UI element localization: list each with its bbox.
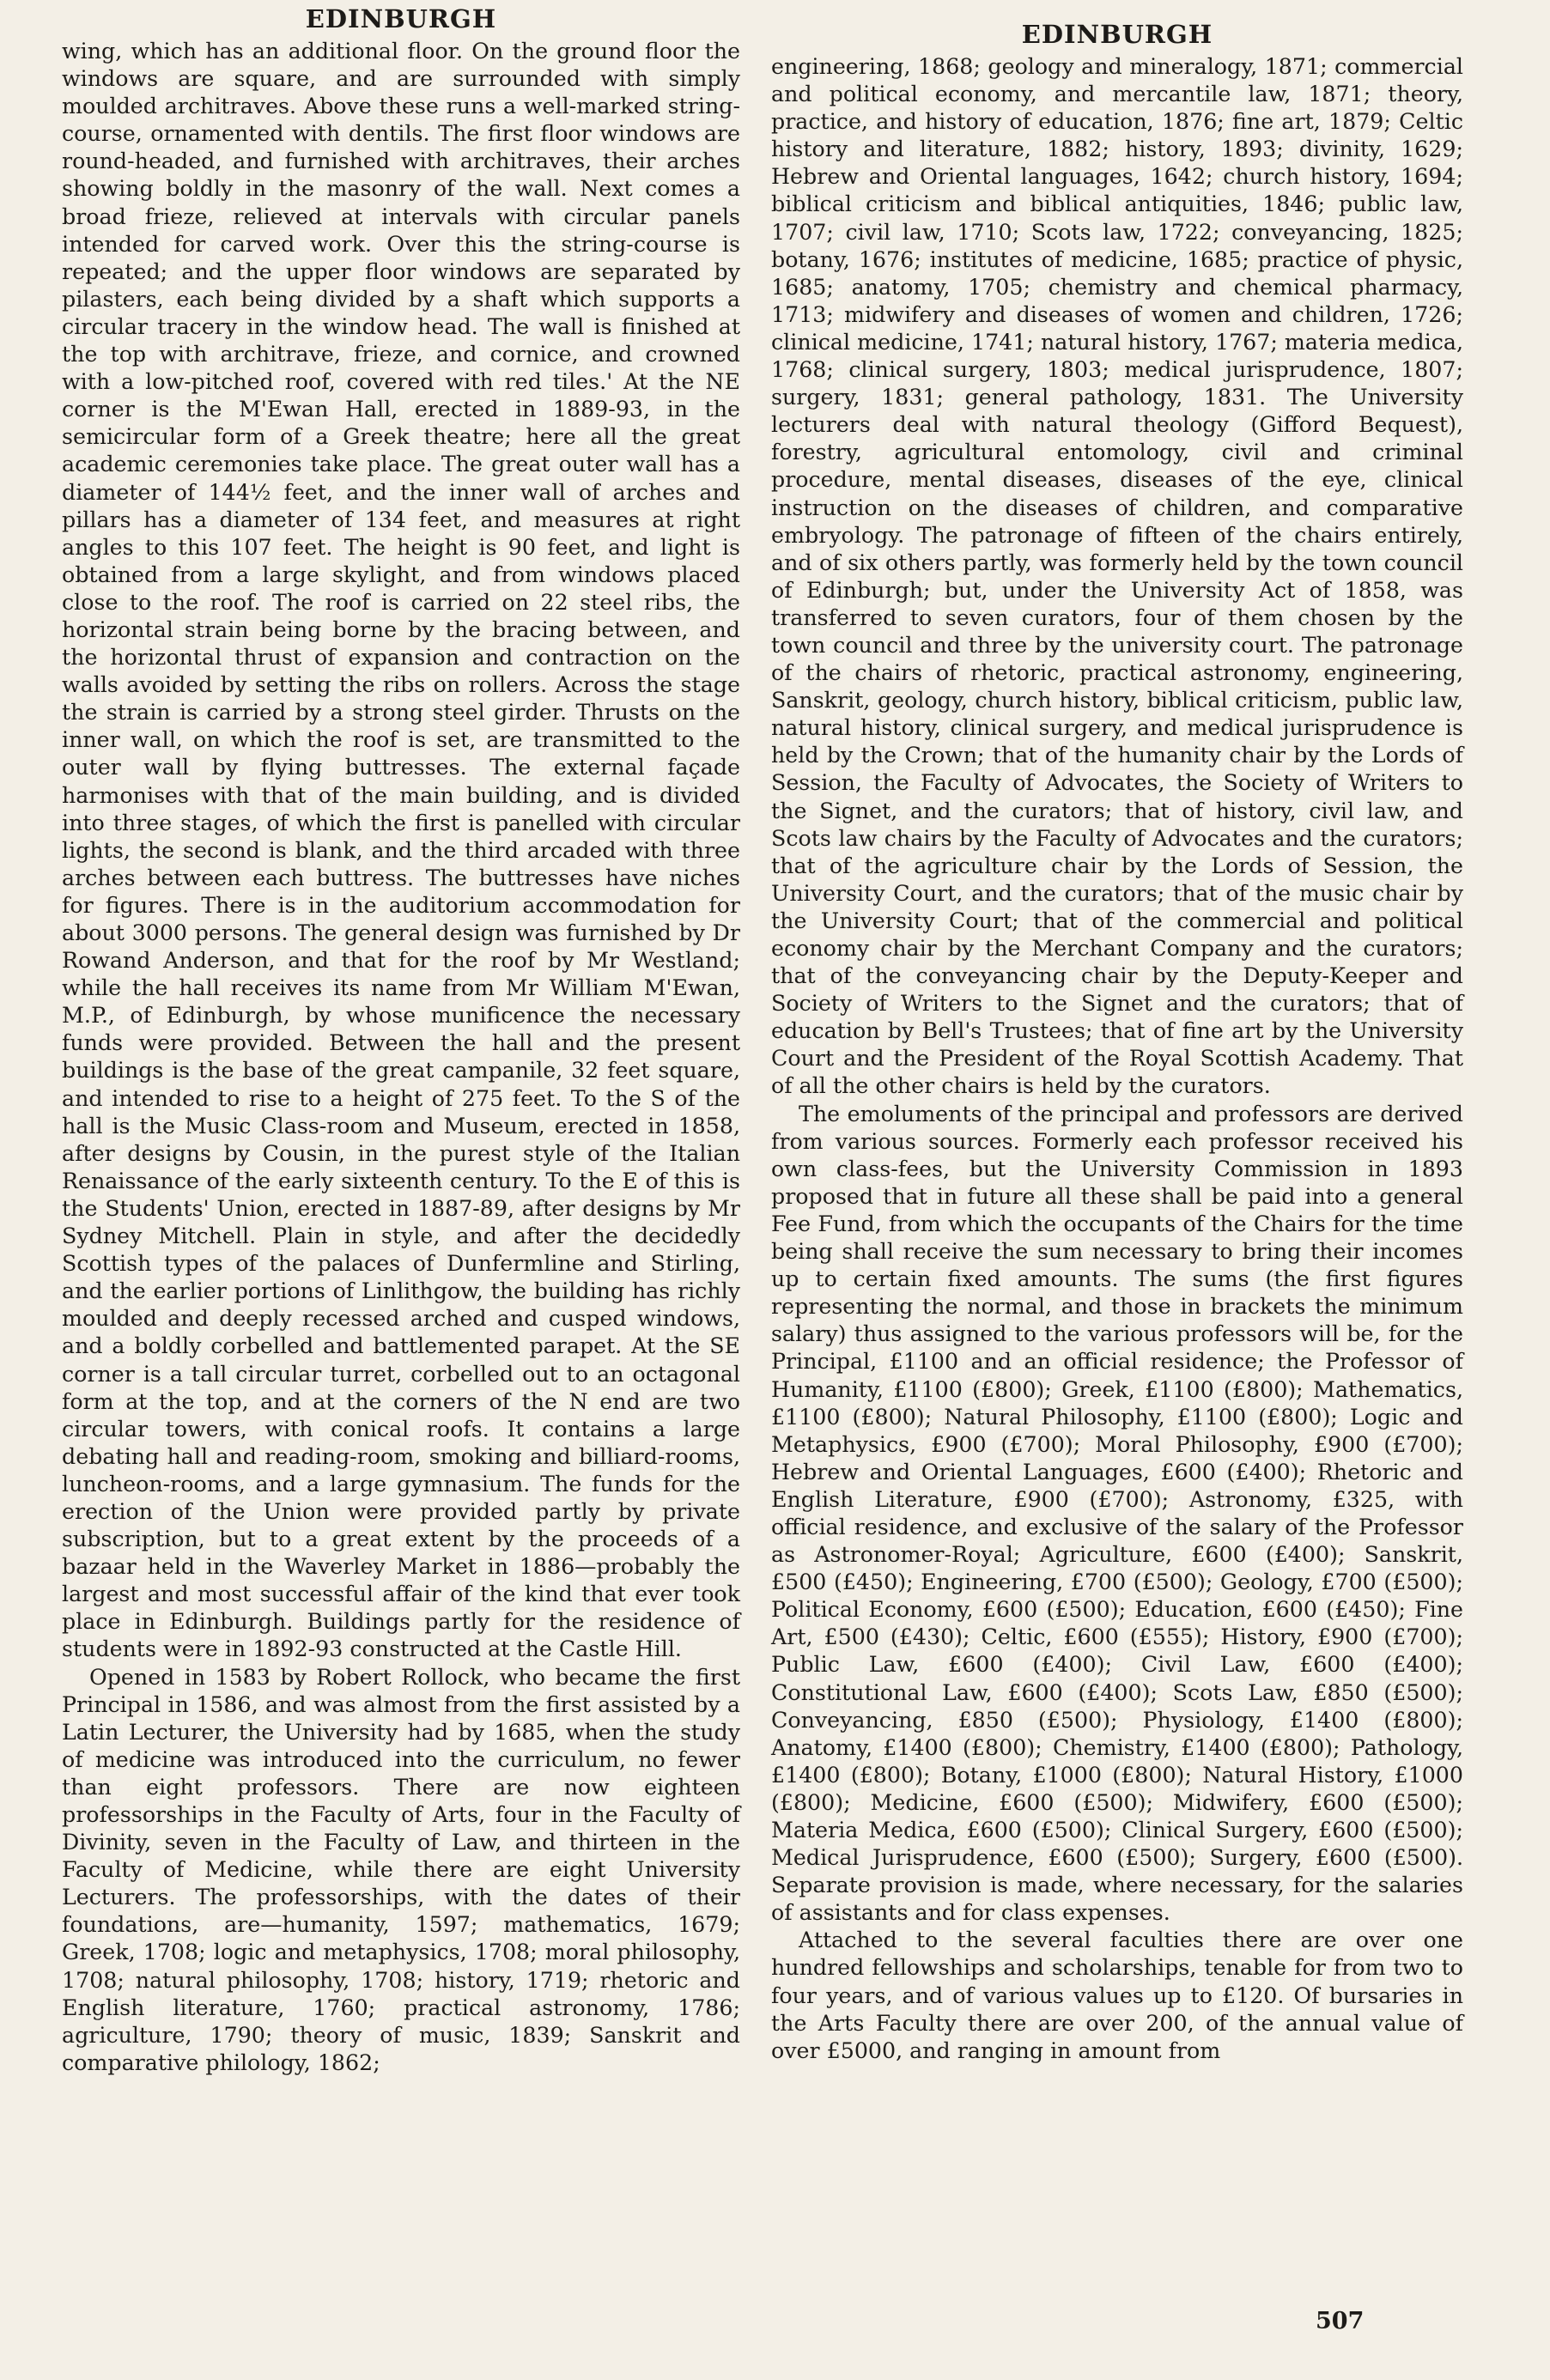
- left-paragraph-1: wing, which has an additional floor. On the ground floor the windows are square, and are surrounded with simply moulded architraves. Above these runs a well-marked string-course, ornamented with dentils. The first floor windows are round-headed, and furnished with architraves, their arches showing boldly in the masonry of the wall. Next comes a broad frieze, relieved at intervals with circular panels intended for carved work. Over this the string-course is repeated; and the upper floor windows are separated by pilasters, each being divided by a shaft which supports a circular tracery in the window head. The wall is finished at the top with architrave, frieze, and cornice, and crowned with a low-pitched roof, covered with red tiles.' At the NE corner is the M'Ewan Hall, erected in 1889-93, in the semicircular form of a Greek theatre; here all the great academic ceremonies take place. The great outer wall has a diameter of 144½ feet, and the inner wall of arches and pillars has a diameter of 134 feet, and measures at right angles to this 107 feet. The height is 90 feet, and light is obtained from a large skylight, and from windows placed close to the roof. The roof is carried on 22 steel ribs, the horizontal strain being borne by the bracing between, and the horizontal thrust of expansion and contraction on the walls avoided by setting the ribs on rollers. Across the stage the strain is carried by a strong steel girder. Thrusts on the inner wall, on which the roof is set, are transmitted to the outer wall by flying buttresses. The external façade harmonises with that of the main building, and is divided into three stages, of which the first is panelled with circular lights, the second is blank, and the third arcaded with three arches between each buttress. The buttresses have niches for figures. There is in the auditorium accommodation for about 3000 persons. The general design was furnished by Dr Rowand Anderson, and that for the roof by Mr Westland; while the hall receives its name from Mr William M'Ewan, M.P., of Edinburgh, by whose munificence the necessary funds were provided. Between the hall and the present buildings is the base of the great campanile, 32 feet square, and intended to rise to a height of 275 feet. To the S of the hall is the Music Class-room and Museum, erected in 1858, after designs by Cousin, in the purest style of the Italian Renaissance of the early sixteenth century. To the E of this is the Students' Union, erected in 1887-89, after designs by Mr Sydney Mitchell. Plain in style, and after the decidedly Scottish types of the palaces of Dunfermline and Stirling, and the earlier portions of Linlithgow, the building has richly moulded and deeply recessed arched and cusped windows, and a boldly corbelled and battlemented parapet. At the SE corner is a tall circular turret, corbelled out to an octagonal form at the top, and at the corners of the N end are two circular towers, with conical roofs. It contains a large debating hall and reading-room, smoking and billiard-rooms, luncheon-rooms, and a large gymnasium. The funds for the erection of the Union were provided partly by private subscription, but to a great extent by the proceeds of a bazaar held in the Waverley Market in 1886—probably the largest and most successful affair of the kind that ever took place in Edinburgh. Buildings partly for the residence of students were in 1892-93 constructed at the Castle Hill.: [62, 39, 740, 1662]
- running-head-right: EDINBURGH: [1021, 20, 1213, 49]
- left-paragraph-2: Opened in 1583 by Robert Rollock, who became the first Principal in 1586, and was almost from the first assisted by a Latin Lecturer, the University had by 1685, when the study of medicine was introduced into the curriculum, no fewer than eight professors. There are now eighteen professorships in the Faculty of Arts, four in the Faculty of Divinity, seven in the Faculty of Law, and thirteen in the Faculty of Medicine, while there are eight University Lecturers. The professorships, with the dates of their foundations, are—humanity, 1597; mathematics, 1679; Greek, 1708; logic and metaphysics, 1708; moral philosophy, 1708; natural philosophy, 1708; history, 1719; rhetoric and English literature, 1760; practical astronomy, 1786; agriculture, 1790; theory of music, 1839; Sanskrit and comparative philology, 1862;: [62, 1664, 740, 2075]
- page-number: 507: [1316, 2308, 1365, 2334]
- right-paragraph-2: The emoluments of the principal and professors are derived from various sources. Formerly each professor received his own class-fees, but the University Commission in 1893 proposed that in future all these shall be paid into a general Fee Fund, from which the occupants of the Chairs for the time being shall receive the sum necessary to bring their incomes up to certain fixed amounts. The sums (the first figures representing the normal, and those in brackets the minimum salary) thus assigned to the various professors will be, for the Principal, £1100 and an official residence; the Professor of Humanity, £1100 (£800); Greek, £1100 (£800); Mathematics, £1100 (£800); Natural Philosophy, £1100 (£800); Logic and Metaphysics, £900 (£700); Moral Philosophy, £900 (£700); Hebrew and Oriental Languages, £600 (£400); Rhetoric and English Literature, £900 (£700); Astronomy, £325, with official residence, and exclusive of the salary of the Professor as Astronomer-Royal; Agriculture, £600 (£400); Sanskrit, £500 (£450); Engineering, £700 (£500); Geology, £700 (£500); Political Economy, £600 (£500); Education, £600 (£450); Fine Art, £500 (£430); Celtic, £600 (£555); History, £900 (£700); Public Law, £600 (£400); Civil Law, £600 (£400); Constitutional Law, £600 (£400); Scots Law, £850 (£500); Conveyancing, £850 (£500); Physiology, £1400 (£800); Anatomy, £1400 (£800); Chemistry, £1400 (£800); Pathology, £1400 (£800); Botany, £1000 (£800); Natural History, £1000 (£800); Medicine, £600 (£500); Midwifery, £600 (£500); Materia Medica, £600 (£500); Clinical Surgery, £600 (£500); Medical Jurisprudence, £600 (£500); Surgery, £600 (£500). Separate provision is made, where necessary, for the salaries of assistants and for class expenses.: [771, 1101, 1463, 1926]
- left-column: [62, 0, 740, 2077]
- right-column: [771, 0, 1463, 2065]
- running-head-left: EDINBURGH: [305, 4, 497, 33]
- right-paragraph-3: Attached to the several faculties there are over one hundred fellowships and scholarships, tenable for from two to four years, and of various values up to £120. Of bursaries in the Arts Faculty there are over 200, of the annual value of over £5000, and ranging in amount from: [771, 1928, 1463, 2063]
- right-paragraph-1: engineering, 1868; geology and mineralogy, 1871; commercial and political economy, and mercantile law, 1871; theory, practice, and history of education, 1876; fine art, 1879; Celtic history and literature, 1882; history, 1893; divinity, 1629; Hebrew and Oriental languages, 1642; church history, 1694; biblical criticism and biblical antiquities, 1846; public law, 1707; civil law, 1710; Scots law, 1722; conveyancing, 1825; botany, 1676; institutes of medicine, 1685; practice of physic, 1685; anatomy, 1705; chemistry and chemical pharmacy, 1713; midwifery and diseases of women and children, 1726; clinical medicine, 1741; natural history, 1767; materia medica, 1768; clinical surgery, 1803; medical jurisprudence, 1807; surgery, 1831; general pathology, 1831. The University lecturers deal with natural theology (Gifford Bequest), forestry, agricultural entomology, civil and criminal procedure, mental diseases, diseases of the eye, clinical instruction on the diseases of children, and comparative embryology. The patronage of fifteen of the chairs entirely, and of six others partly, was formerly held by the town council of Edinburgh; but, under the University Act of 1858, was transferred to seven curators, four of them chosen by the town council and three by the university court. The patronage of the chairs of rhetoric, practical astronomy, engineering, Sanskrit, geology, church history, biblical criticism, public law, natural history, clinical surgery, and medical jurisprudence is held by the Crown; that of the humanity chair by the Lords of Session, the Faculty of Advocates, the Society of Writers to the Signet, and the curators; that of history, civil law, and Scots law chairs by the Faculty of Advocates and the curators; that of the agriculture chair by the Lords of Session, the University Court, and the curators; that of the music chair by the University Court; that of the commercial and political economy chair by the Merchant Company and the curators; that of the conveyancing chair by the Deputy-Keeper and Society of Writers to the Signet and the curators; that of education by Bell's Trustees; that of fine art by the University Court and the President of the Royal Scottish Academy. That of all the other chairs is held by the curators.: [771, 54, 1463, 1099]
